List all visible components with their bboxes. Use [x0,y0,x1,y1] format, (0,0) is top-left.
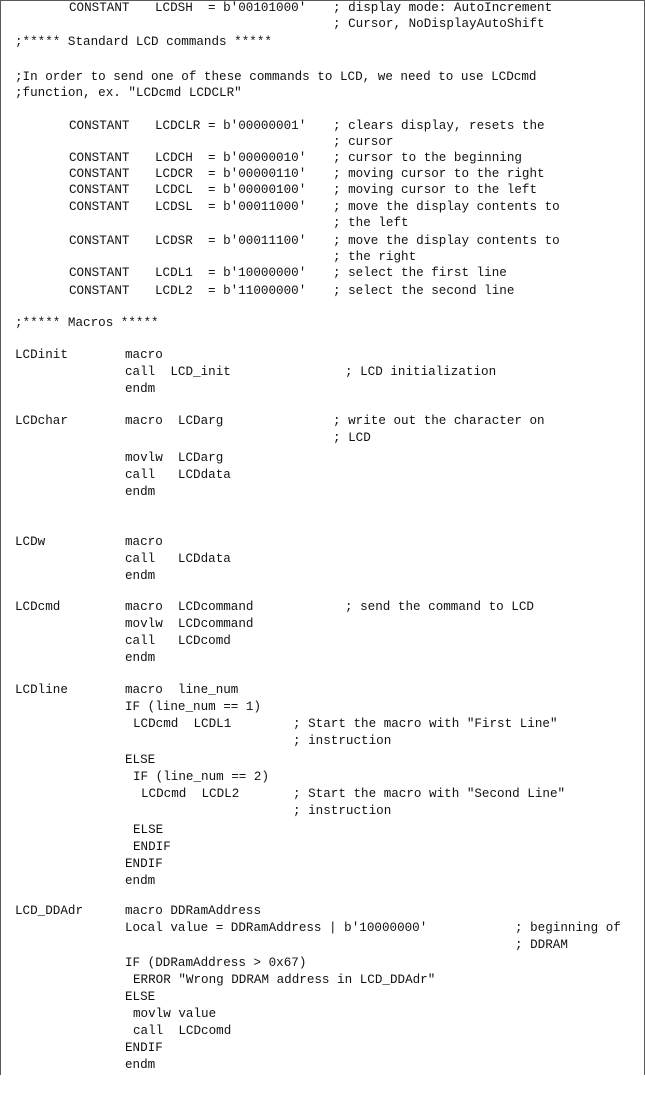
code-line [1,822,644,838]
code-line [1,484,644,500]
keyword: CONSTANT [69,1,130,15]
code-line [1,803,644,819]
constant-value: = b'00000001' [208,119,307,133]
comment: ; select the first line [333,266,507,280]
comment: ; beginning of [515,921,621,935]
constant-name: LCDCH [155,151,193,165]
code-line [1,166,644,182]
instruction: call LCD_init [125,365,231,379]
directive: IF (DDRamAddress > 0x67) [125,956,307,970]
code-line [1,364,644,380]
macro-name: LCDw [15,535,46,549]
directive: ELSE [125,990,156,1004]
directive: IF (line_num == 2) [133,770,270,784]
code-line [1,955,644,971]
constant-value: = b'00000100' [208,183,307,197]
instruction: call LCDdata [125,468,231,482]
directive: endm [125,651,156,665]
macro-name: LCDline [15,683,68,697]
code-line [1,972,644,988]
comment: ; the right [333,250,417,264]
constant-name: LCDSR [155,234,193,248]
section-comment: ;***** Standard LCD commands ***** [15,35,272,49]
constant-value: = b'00000110' [208,167,307,181]
macro-name: LCDcmd [15,600,61,614]
comment: ; Start the macro with "First Line" [293,717,558,731]
instruction: call LCDcomd [125,634,231,648]
keyword: CONSTANT [69,119,130,133]
code-line [1,752,644,768]
code-line [1,0,644,16]
code-line [1,16,644,32]
code-line [1,633,644,649]
code-line [1,534,644,550]
constant-value: = b'11000000' [208,284,307,298]
keyword: CONSTANT [69,234,130,248]
directive: ENDIF [133,840,171,854]
directive: ENDIF [125,857,163,871]
code-line [1,467,644,483]
comment: ; Cursor, NoDisplayAutoShift [333,17,545,31]
code-line [1,682,644,698]
comment: ; moving cursor to the right [333,167,545,181]
directive: endm [125,874,156,888]
constant-value: = b'00011000' [208,200,307,214]
comment: ; instruction [293,804,392,818]
code-line [1,1023,644,1039]
directive: endm [125,1058,156,1072]
code-line [1,182,644,198]
constant-value: = b'00101000' [208,1,307,15]
code-line [1,650,644,666]
code-line [1,716,644,732]
code-line [1,1040,644,1056]
directive: ELSE [125,753,156,767]
keyword: CONSTANT [69,151,130,165]
code-line [1,85,644,101]
directive: endm [125,485,156,499]
code-line [1,786,644,802]
comment: ; the left [333,216,409,230]
instruction: call LCDcomd [133,1024,232,1038]
macro-name: LCDchar [15,414,68,428]
directive: ENDIF [125,1041,163,1055]
keyword: CONSTANT [69,183,130,197]
comment: ; LCD initialization [345,365,497,379]
instruction: Local value = DDRamAddress | b'10000000' [125,921,428,935]
constant-name: LCDL2 [155,284,193,298]
code-line [1,249,644,265]
constant-name: LCDCLR [155,119,201,133]
code-line [1,69,644,85]
directive: macro LCDarg [125,414,224,428]
macro-name: LCDinit [15,348,68,362]
constant-name: LCDCR [155,167,193,181]
instruction: LCDcmd LCDL2 [141,787,240,801]
code-line [1,134,644,150]
comment: ; cursor to the beginning [333,151,522,165]
code-line [1,989,644,1005]
code-line [1,769,644,785]
code-line [1,551,644,567]
code-line [1,413,644,429]
code-line [1,733,644,749]
code-line [1,381,644,397]
directive: macro LCDcommand [125,600,254,614]
constant-name: LCDSH [155,1,193,15]
code-line [1,568,644,584]
code-line [1,199,644,215]
code-line [1,215,644,231]
directive: endm [125,569,156,583]
comment: ;function, ex. "LCDcmd LCDCLR" [15,86,242,100]
code-line [1,150,644,166]
code-line [1,903,644,919]
constant-name: LCDCL [155,183,193,197]
code-line [1,937,644,953]
constant-value: = b'10000000' [208,266,307,280]
comment: ; clears display, resets the [333,119,545,133]
comment: ;In order to send one of these commands to LCD, we need to use LCDcmd [15,70,537,84]
directive: endm [125,382,156,396]
code-line [1,347,644,363]
keyword: CONSTANT [69,284,130,298]
code-line [1,233,644,249]
comment: ; LCD [333,431,371,445]
code-line [1,873,644,889]
code-line [1,1057,644,1073]
comment: ; cursor [333,135,394,149]
macro-name: LCD_DDAdr [15,904,84,918]
directive: macro [125,348,163,362]
code-line [1,430,644,446]
comment: ; send the command to LCD [345,600,534,614]
instruction: movlw LCDcommand [125,617,254,631]
code-line [1,839,644,855]
directive: ELSE [133,823,164,837]
comment: ; DDRAM [515,938,568,952]
code-line [1,283,644,299]
keyword: CONSTANT [69,266,130,280]
comment: ; instruction [293,734,392,748]
comment: ; move the display contents to [333,234,560,248]
code-line [1,920,644,936]
directive: macro [125,535,163,549]
comment: ; write out the character on [333,414,545,428]
code-line [1,34,644,50]
instruction: call LCDdata [125,552,231,566]
directive: macro DDRamAddress [125,904,262,918]
directive: IF (line_num == 1) [125,700,262,714]
comment: ; move the display contents to [333,200,560,214]
code-line [1,616,644,632]
code-line [1,450,644,466]
code-line [1,118,644,134]
directive: ERROR "Wrong DDRAM address in LCD_DDAdr" [133,973,436,987]
constant-name: LCDL1 [155,266,193,280]
code-line [1,1006,644,1022]
code-line [1,265,644,281]
directive: macro line_num [125,683,239,697]
code-line [1,699,644,715]
constant-value: = b'00011100' [208,234,307,248]
instruction: movlw value [133,1007,217,1021]
instruction: movlw LCDarg [125,451,224,465]
code-listing [1,0,644,1075]
keyword: CONSTANT [69,200,130,214]
instruction: LCDcmd LCDL1 [133,717,232,731]
keyword: CONSTANT [69,167,130,181]
code-line [1,599,644,615]
constant-name: LCDSL [155,200,193,214]
code-line [1,315,644,331]
constant-value: = b'00000010' [208,151,307,165]
comment: ; display mode: AutoIncrement [333,1,553,15]
comment: ; Start the macro with "Second Line" [293,787,566,801]
comment: ; moving cursor to the left [333,183,538,197]
code-line [1,856,644,872]
comment: ; select the second line [333,284,515,298]
section-comment: ;***** Macros ***** [15,316,159,330]
